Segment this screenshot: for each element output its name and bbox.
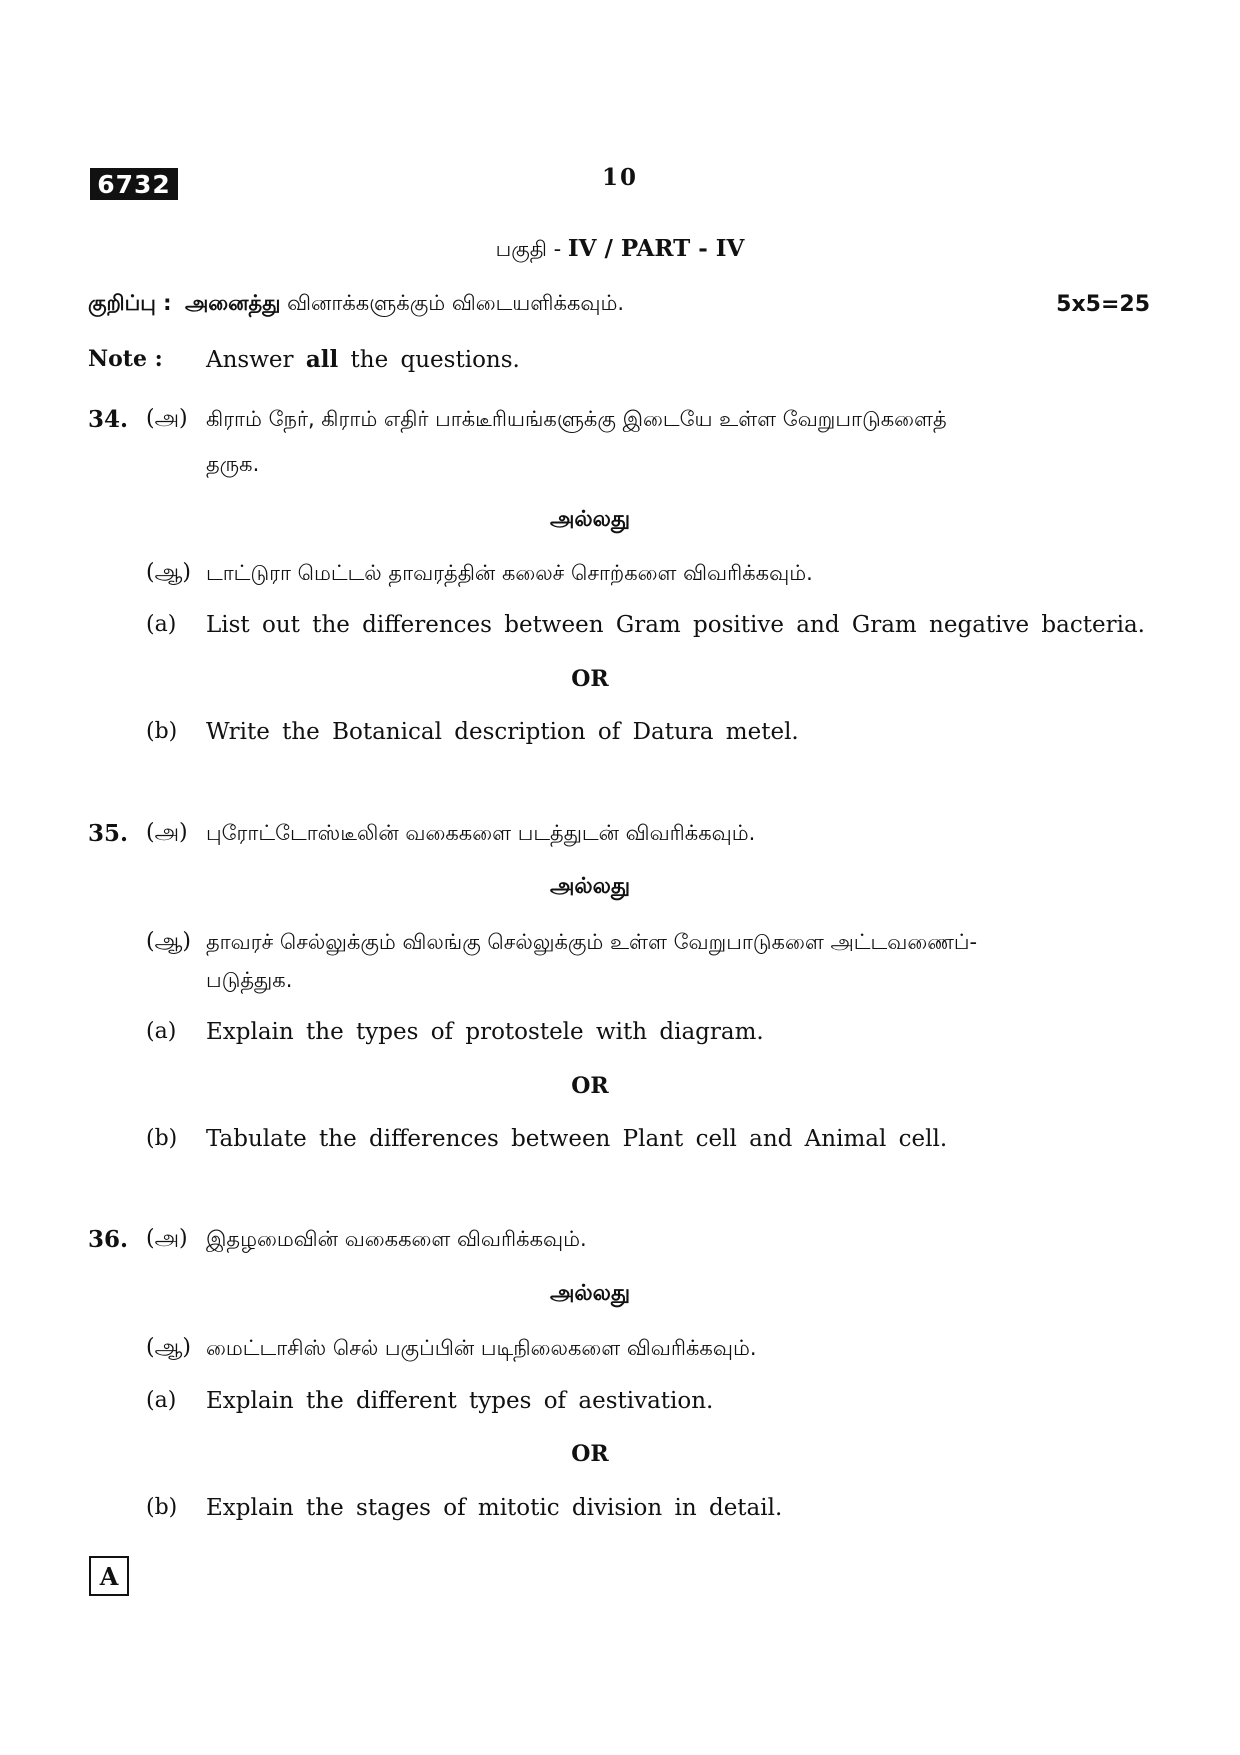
q34-a-ta-marker: (அ) <box>146 406 188 431</box>
page-number: 10 <box>601 164 638 191</box>
q36-a-en-marker: (a) <box>146 1388 177 1413</box>
paper-code: 6732 <box>90 168 178 200</box>
note-ta-label: குறிப்பு : <box>88 291 172 315</box>
note-en-post: the questions. <box>350 347 520 373</box>
q36-b-ta: மைட்டாசிஸ் செல் பகுப்பின் படிநிலைகளை விவரிக்கவும். <box>206 1336 757 1360</box>
q35-b-ta-marker: (ஆ) <box>146 929 191 954</box>
q36-a-en: Explain the different types of aestivation. <box>206 1388 714 1414</box>
q34-a-ta: கிராம் நேர், கிராம் எதிர் பாக்டீரியங்களுக்கு இடையே உள்ள வேறுபாடுகளைத் <box>206 407 947 431</box>
part-title-en: IV / PART - IV <box>567 235 745 262</box>
q36-or-en: OR <box>571 1441 609 1467</box>
q34-or-en: OR <box>571 666 609 692</box>
q34-or-ta: அல்லது <box>549 507 631 532</box>
q36-b-ta-marker: (ஆ) <box>146 1335 191 1360</box>
q36-number: 36. <box>88 1226 129 1253</box>
note-ta-bold: அனைத்து <box>184 291 281 315</box>
q35-number: 35. <box>88 820 129 847</box>
q36-a-ta-marker: (அ) <box>146 1226 188 1251</box>
q34-a-ta-cont: தருக. <box>206 452 260 476</box>
note-ta-rest: வினாக்களுக்கும் விடையளிக்கவும். <box>287 291 625 315</box>
q34-b-en: Write the Botanical description of Datura metel. <box>206 719 799 745</box>
q36-a-ta: இதழமைவின் வகைகளை விவரிக்கவும். <box>206 1227 587 1251</box>
q35-or-en: OR <box>571 1073 609 1099</box>
q34-a-en: List out the differences between Gram positive and Gram negative bacteria. <box>206 612 1145 638</box>
q35-b-ta: தாவரச் செல்லுக்கும் விலங்கு செல்லுக்கும் உள்ள வேறுபாடுகளை அட்டவணைப்- <box>206 930 978 954</box>
q34-number: 34. <box>88 406 129 433</box>
q35-a-en: Explain the types of protostele with diagram. <box>206 1019 764 1045</box>
q34-b-ta: டாட்டுரா மெட்டல் தாவரத்தின் கலைச் சொற்களை விவரிக்கவும். <box>206 561 813 585</box>
q35-or-ta: அல்லது <box>549 874 631 899</box>
q35-b-ta-cont: படுத்துக. <box>206 968 293 992</box>
q34-a-en-marker: (a) <box>146 612 177 637</box>
q36-or-ta: அல்லது <box>549 1281 631 1306</box>
note-ta <box>88 291 624 318</box>
note-en <box>206 346 520 373</box>
part-title-ta: பகுதி - <box>495 237 568 261</box>
q36-b-en: Explain the stages of mitotic division in detail. <box>206 1495 783 1521</box>
q34-b-ta-marker: (ஆ) <box>146 560 191 585</box>
part-title <box>0 235 1240 264</box>
q34-b-en-marker: (b) <box>146 719 178 744</box>
note-en-bold: all <box>305 346 339 373</box>
note-en-label: Note : <box>88 346 163 372</box>
q35-a-ta: புரோட்டோஸ்டீலின் வகைகளை படத்துடன் விவரிக்கவும். <box>206 821 756 845</box>
q35-b-en: Tabulate the differences between Plant cell and Animal cell. <box>206 1126 948 1152</box>
q35-a-ta-marker: (அ) <box>146 820 188 845</box>
version-letter-box: A <box>89 1556 129 1596</box>
q36-b-en-marker: (b) <box>146 1495 178 1520</box>
note-en-pre: Answer <box>206 347 294 373</box>
marks: 5x5=25 <box>1056 292 1150 317</box>
q35-b-en-marker: (b) <box>146 1126 178 1151</box>
q35-a-en-marker: (a) <box>146 1019 177 1044</box>
